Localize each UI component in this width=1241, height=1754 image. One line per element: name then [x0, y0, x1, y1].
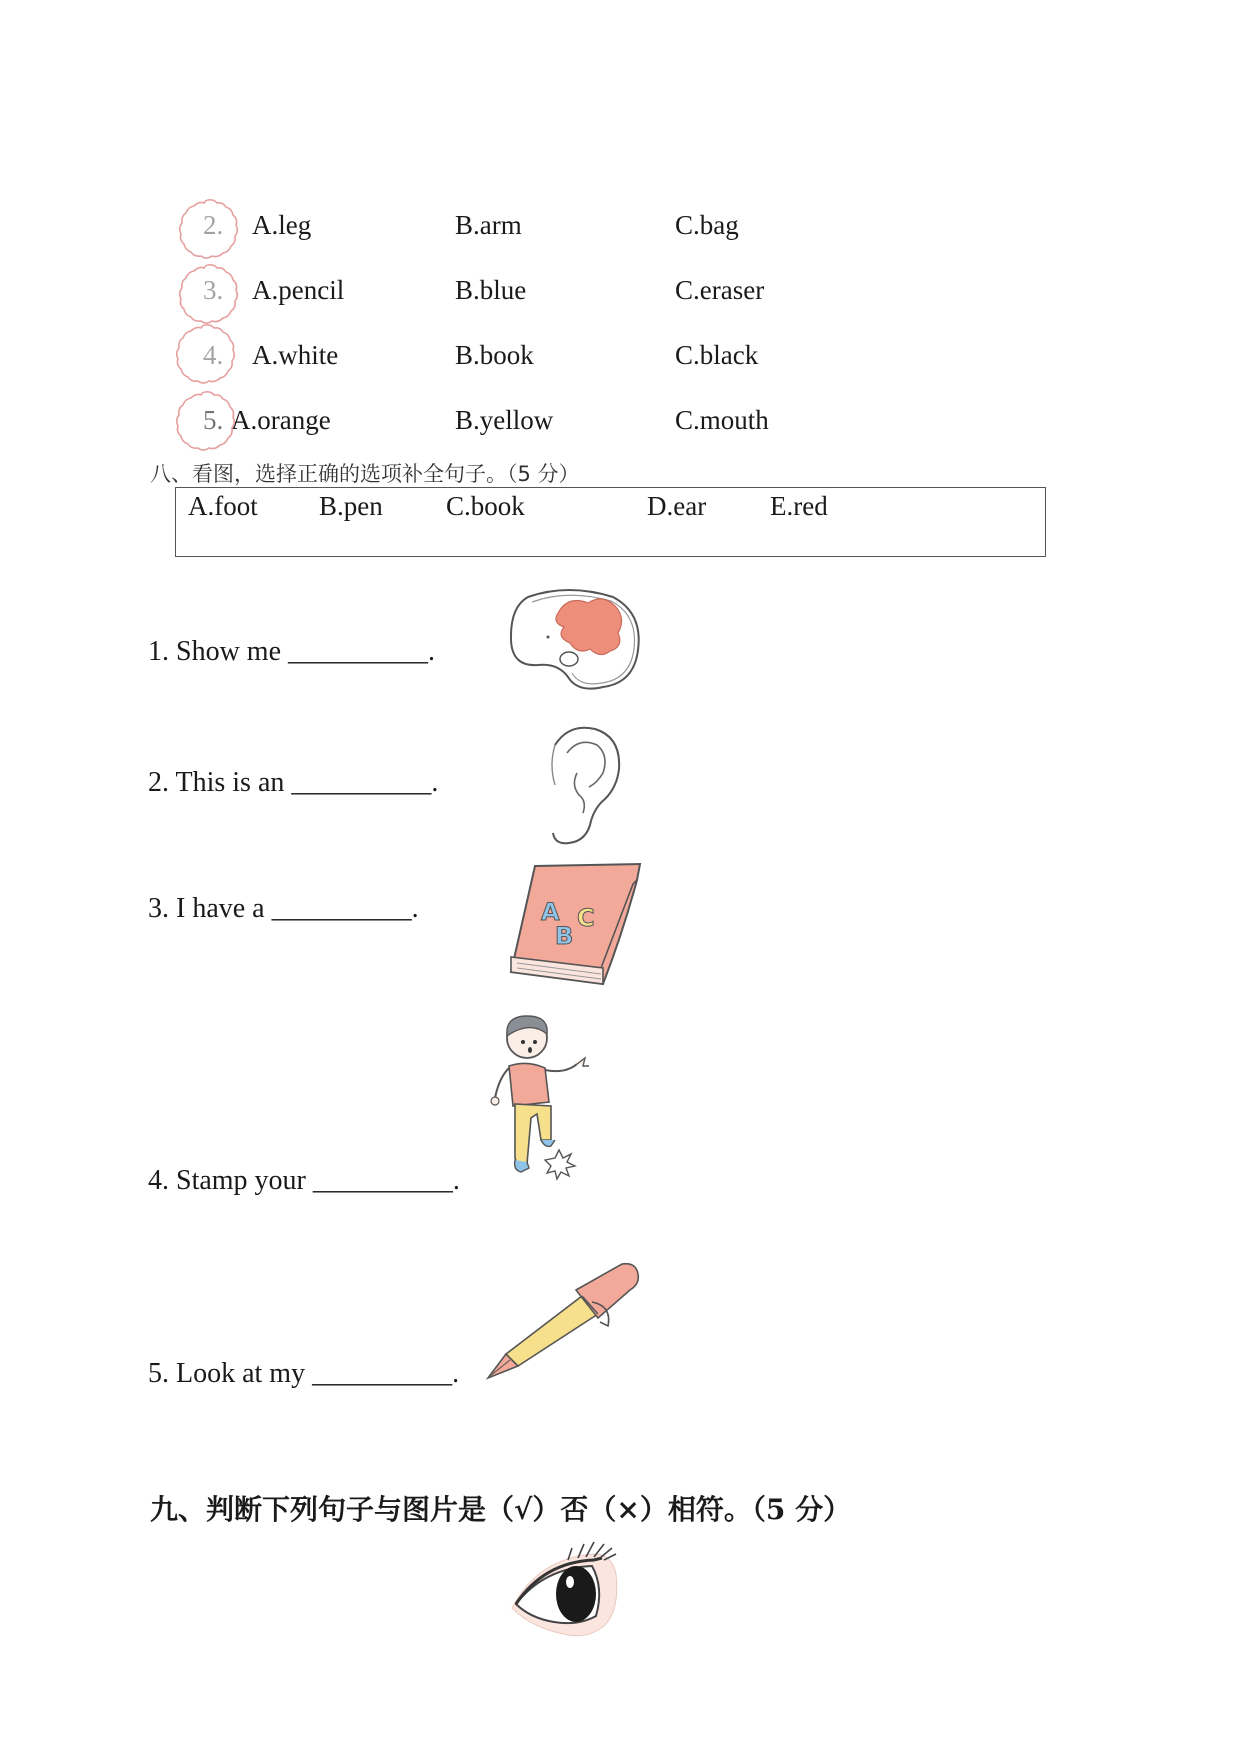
sentence-3: 3. I have a __________.	[148, 893, 419, 924]
word-bank-box	[175, 487, 1046, 557]
option-b: B.book	[455, 340, 534, 370]
word-choice: A.foot	[188, 491, 258, 521]
boy-stamping-icon	[485, 1008, 600, 1208]
section-9-title: 九、判断下列句子与图片是（√）否（×）相符。（5 分）	[150, 1493, 852, 1526]
book-letter-b: B	[555, 922, 574, 950]
option-c: C.black	[675, 340, 759, 370]
word-choice: E.red	[770, 491, 828, 521]
answer-stamp-icon	[174, 390, 236, 452]
word-choice: C.book	[446, 491, 525, 521]
eye-icon	[508, 1530, 628, 1640]
option-b: B.blue	[455, 275, 527, 305]
sentence-4: 4. Stamp your __________.	[148, 1165, 460, 1196]
option-b: B.yellow	[455, 405, 554, 435]
sentence-1: 1. Show me __________.	[148, 636, 435, 667]
option-c: C.mouth	[675, 405, 769, 435]
palette-icon	[508, 585, 643, 695]
question-number: 5.	[203, 405, 224, 435]
option-b: B.arm	[455, 210, 522, 240]
answer-stamp-icon	[177, 263, 239, 325]
answer-stamp-icon	[174, 323, 236, 385]
book-letter-c: C	[577, 904, 595, 932]
option-a: A.orange	[231, 405, 331, 435]
option-c: C.eraser	[675, 275, 765, 305]
pen-icon	[482, 1262, 642, 1382]
word-choice: B.pen	[319, 491, 383, 521]
option-a: A.pencil	[252, 275, 345, 305]
sentence-5: 5. Look at my __________.	[148, 1358, 460, 1389]
book-letter-a: A	[541, 898, 560, 926]
answer-stamp-icon	[177, 198, 239, 260]
sentence-2: 2. This is an __________.	[148, 767, 439, 798]
option-a: A.leg	[252, 210, 312, 240]
option-c: C.bag	[675, 210, 739, 240]
word-choice: D.ear	[647, 491, 707, 521]
section-8-title: 八、看图，选择正确的选项补全句子。（5 分）	[150, 462, 580, 486]
ear-icon	[543, 725, 623, 847]
book-icon	[505, 862, 645, 987]
option-a: A.white	[252, 340, 339, 370]
